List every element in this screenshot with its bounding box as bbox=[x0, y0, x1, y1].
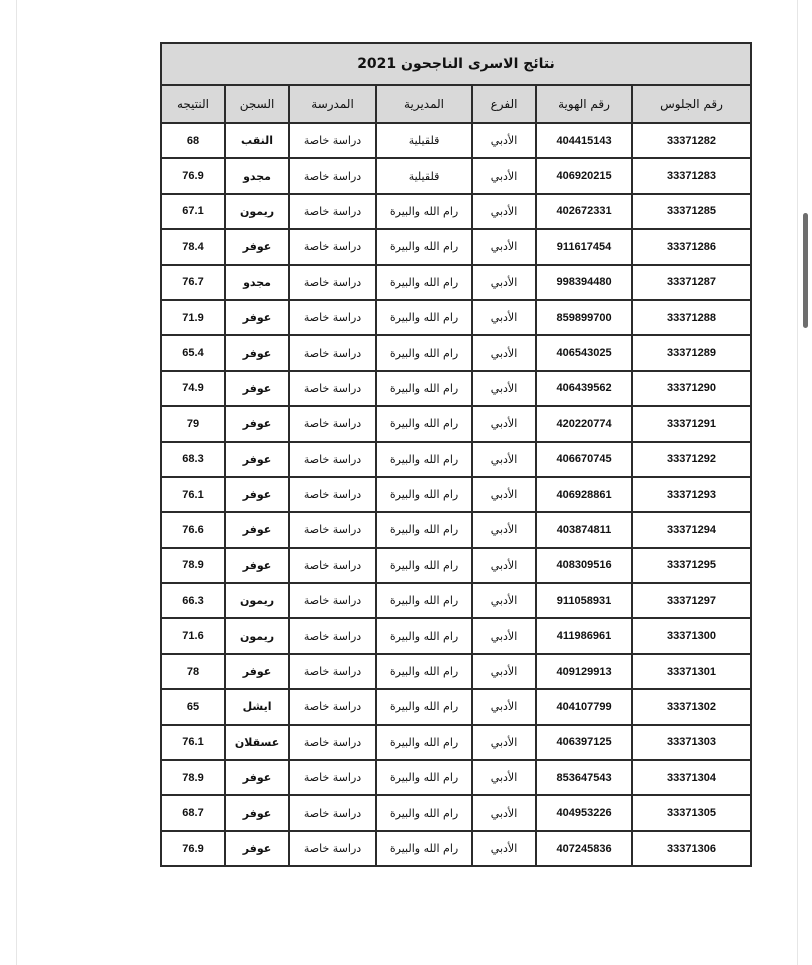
cell-school: دراسة خاصة bbox=[289, 795, 376, 830]
cell-result: 78 bbox=[161, 654, 225, 689]
cell-prison: عوفر bbox=[225, 795, 289, 830]
table-row bbox=[161, 583, 751, 618]
cell-seat-number: 33371286 bbox=[632, 229, 751, 264]
table-row bbox=[161, 442, 751, 477]
cell-seat-number: 33371304 bbox=[632, 760, 751, 795]
cell-result: 76.6 bbox=[161, 512, 225, 547]
cell-prison: عوفر bbox=[225, 229, 289, 264]
table-header-row bbox=[161, 85, 751, 123]
cell-seat-number: 33371292 bbox=[632, 442, 751, 477]
cell-directorate: رام الله والبيرة bbox=[376, 194, 472, 229]
cell-prison: عوفر bbox=[225, 512, 289, 547]
cell-id-number: 408309516 bbox=[536, 548, 632, 583]
cell-prison: عسقلان bbox=[225, 725, 289, 760]
cell-prison: عوفر bbox=[225, 442, 289, 477]
cell-directorate: رام الله والبيرة bbox=[376, 583, 472, 618]
table-row bbox=[161, 831, 751, 866]
cell-result: 79 bbox=[161, 406, 225, 441]
cell-branch: الأدبي bbox=[472, 725, 536, 760]
cell-id-number: 411986961 bbox=[536, 618, 632, 653]
cell-result: 78.9 bbox=[161, 548, 225, 583]
cell-branch: الأدبي bbox=[472, 123, 536, 158]
cell-id-number: 404415143 bbox=[536, 123, 632, 158]
table-row bbox=[161, 123, 751, 158]
cell-directorate: رام الله والبيرة bbox=[376, 265, 472, 300]
cell-directorate: رام الله والبيرة bbox=[376, 725, 472, 760]
cell-branch: الأدبي bbox=[472, 760, 536, 795]
cell-prison: ايشل bbox=[225, 689, 289, 724]
cell-id-number: 406920215 bbox=[536, 158, 632, 193]
cell-id-number: 998394480 bbox=[536, 265, 632, 300]
table-row bbox=[161, 406, 751, 441]
cell-seat-number: 33371297 bbox=[632, 583, 751, 618]
cell-seat-number: 33371291 bbox=[632, 406, 751, 441]
cell-school: دراسة خاصة bbox=[289, 618, 376, 653]
table-row bbox=[161, 265, 751, 300]
vertical-scrollbar[interactable] bbox=[803, 213, 808, 328]
cell-prison: عوفر bbox=[225, 371, 289, 406]
cell-school: دراسة خاصة bbox=[289, 477, 376, 512]
cell-branch: الأدبي bbox=[472, 371, 536, 406]
cell-id-number: 409129913 bbox=[536, 654, 632, 689]
header-seat-number: رقم الجلوس bbox=[632, 85, 751, 123]
cell-directorate: رام الله والبيرة bbox=[376, 335, 472, 370]
cell-seat-number: 33371301 bbox=[632, 654, 751, 689]
table-row bbox=[161, 512, 751, 547]
cell-result: 71.9 bbox=[161, 300, 225, 335]
cell-school: دراسة خاصة bbox=[289, 406, 376, 441]
cell-school: دراسة خاصة bbox=[289, 583, 376, 618]
cell-branch: الأدبي bbox=[472, 477, 536, 512]
cell-id-number: 406397125 bbox=[536, 725, 632, 760]
cell-prison: عوفر bbox=[225, 406, 289, 441]
cell-branch: الأدبي bbox=[472, 618, 536, 653]
cell-result: 78.4 bbox=[161, 229, 225, 264]
cell-prison: عوفر bbox=[225, 548, 289, 583]
cell-result: 76.9 bbox=[161, 158, 225, 193]
cell-seat-number: 33371288 bbox=[632, 300, 751, 335]
header-id-number: رقم الهوية bbox=[536, 85, 632, 123]
header-result: النتيجه bbox=[161, 85, 225, 123]
cell-seat-number: 33371306 bbox=[632, 831, 751, 866]
cell-result: 65.4 bbox=[161, 335, 225, 370]
cell-prison: عوفر bbox=[225, 300, 289, 335]
cell-id-number: 403874811 bbox=[536, 512, 632, 547]
cell-directorate: رام الله والبيرة bbox=[376, 229, 472, 264]
cell-branch: الأدبي bbox=[472, 442, 536, 477]
cell-directorate: رام الله والبيرة bbox=[376, 300, 472, 335]
cell-result: 65 bbox=[161, 689, 225, 724]
cell-school: دراسة خاصة bbox=[289, 371, 376, 406]
cell-directorate: رام الله والبيرة bbox=[376, 654, 472, 689]
cell-result: 76.7 bbox=[161, 265, 225, 300]
header-prison: السجن bbox=[225, 85, 289, 123]
cell-directorate: رام الله والبيرة bbox=[376, 512, 472, 547]
cell-branch: الأدبي bbox=[472, 831, 536, 866]
cell-directorate: رام الله والبيرة bbox=[376, 548, 472, 583]
cell-result: 76.9 bbox=[161, 831, 225, 866]
cell-seat-number: 33371305 bbox=[632, 795, 751, 830]
cell-branch: الأدبي bbox=[472, 548, 536, 583]
cell-school: دراسة خاصة bbox=[289, 831, 376, 866]
cell-result: 76.1 bbox=[161, 725, 225, 760]
table-row bbox=[161, 229, 751, 264]
cell-id-number: 402672331 bbox=[536, 194, 632, 229]
cell-id-number: 406670745 bbox=[536, 442, 632, 477]
cell-seat-number: 33371295 bbox=[632, 548, 751, 583]
cell-prison: عوفر bbox=[225, 654, 289, 689]
cell-seat-number: 33371289 bbox=[632, 335, 751, 370]
cell-seat-number: 33371293 bbox=[632, 477, 751, 512]
document-page bbox=[16, 0, 798, 965]
table-row bbox=[161, 618, 751, 653]
cell-branch: الأدبي bbox=[472, 795, 536, 830]
cell-id-number: 404107799 bbox=[536, 689, 632, 724]
cell-id-number: 407245836 bbox=[536, 831, 632, 866]
cell-branch: الأدبي bbox=[472, 265, 536, 300]
cell-school: دراسة خاصة bbox=[289, 689, 376, 724]
cell-school: دراسة خاصة bbox=[289, 512, 376, 547]
cell-result: 74.9 bbox=[161, 371, 225, 406]
cell-school: دراسة خاصة bbox=[289, 229, 376, 264]
cell-directorate: رام الله والبيرة bbox=[376, 689, 472, 724]
cell-id-number: 406543025 bbox=[536, 335, 632, 370]
table-row bbox=[161, 477, 751, 512]
cell-prison: النقب bbox=[225, 123, 289, 158]
cell-directorate: رام الله والبيرة bbox=[376, 795, 472, 830]
cell-result: 76.1 bbox=[161, 477, 225, 512]
cell-id-number: 911058931 bbox=[536, 583, 632, 618]
cell-branch: الأدبي bbox=[472, 406, 536, 441]
cell-id-number: 404953226 bbox=[536, 795, 632, 830]
cell-id-number: 406928861 bbox=[536, 477, 632, 512]
table-title: نتائج الاسرى الناجحون 2021 bbox=[161, 43, 751, 85]
cell-school: دراسة خاصة bbox=[289, 300, 376, 335]
table-row bbox=[161, 654, 751, 689]
cell-school: دراسة خاصة bbox=[289, 194, 376, 229]
header-school: المدرسة bbox=[289, 85, 376, 123]
table-row bbox=[161, 158, 751, 193]
cell-directorate: رام الله والبيرة bbox=[376, 618, 472, 653]
cell-directorate: رام الله والبيرة bbox=[376, 371, 472, 406]
table-row bbox=[161, 725, 751, 760]
cell-prison: مجدو bbox=[225, 265, 289, 300]
cell-school: دراسة خاصة bbox=[289, 158, 376, 193]
table-row bbox=[161, 795, 751, 830]
table-row bbox=[161, 548, 751, 583]
cell-prison: عوفر bbox=[225, 760, 289, 795]
cell-school: دراسة خاصة bbox=[289, 725, 376, 760]
cell-school: دراسة خاصة bbox=[289, 335, 376, 370]
table-row bbox=[161, 689, 751, 724]
cell-school: دراسة خاصة bbox=[289, 548, 376, 583]
cell-seat-number: 33371285 bbox=[632, 194, 751, 229]
table-row bbox=[161, 194, 751, 229]
cell-directorate: رام الله والبيرة bbox=[376, 477, 472, 512]
cell-prison: ريمون bbox=[225, 194, 289, 229]
cell-prison: ريمون bbox=[225, 618, 289, 653]
cell-seat-number: 33371294 bbox=[632, 512, 751, 547]
cell-branch: الأدبي bbox=[472, 583, 536, 618]
cell-prison: مجدو bbox=[225, 158, 289, 193]
cell-seat-number: 33371302 bbox=[632, 689, 751, 724]
cell-id-number: 406439562 bbox=[536, 371, 632, 406]
cell-branch: الأدبي bbox=[472, 229, 536, 264]
results-table bbox=[160, 42, 752, 867]
cell-school: دراسة خاصة bbox=[289, 265, 376, 300]
table-body bbox=[161, 123, 751, 866]
cell-id-number: 853647543 bbox=[536, 760, 632, 795]
cell-directorate: رام الله والبيرة bbox=[376, 406, 472, 441]
cell-branch: الأدبي bbox=[472, 335, 536, 370]
cell-seat-number: 33371290 bbox=[632, 371, 751, 406]
cell-result: 66.3 bbox=[161, 583, 225, 618]
cell-result: 68.7 bbox=[161, 795, 225, 830]
cell-prison: ريمون bbox=[225, 583, 289, 618]
cell-prison: عوفر bbox=[225, 335, 289, 370]
cell-branch: الأدبي bbox=[472, 689, 536, 724]
header-directorate: المديرية bbox=[376, 85, 472, 123]
table-title-row bbox=[161, 43, 751, 85]
cell-seat-number: 33371282 bbox=[632, 123, 751, 158]
cell-seat-number: 33371287 bbox=[632, 265, 751, 300]
header-branch: الفرع bbox=[472, 85, 536, 123]
cell-school: دراسة خاصة bbox=[289, 654, 376, 689]
cell-branch: الأدبي bbox=[472, 158, 536, 193]
cell-id-number: 420220774 bbox=[536, 406, 632, 441]
cell-prison: عوفر bbox=[225, 477, 289, 512]
cell-result: 68.3 bbox=[161, 442, 225, 477]
cell-result: 68 bbox=[161, 123, 225, 158]
cell-result: 71.6 bbox=[161, 618, 225, 653]
cell-prison: عوفر bbox=[225, 831, 289, 866]
cell-directorate: قلقيلية bbox=[376, 158, 472, 193]
cell-seat-number: 33371303 bbox=[632, 725, 751, 760]
table-row bbox=[161, 335, 751, 370]
table-row bbox=[161, 300, 751, 335]
cell-seat-number: 33371283 bbox=[632, 158, 751, 193]
cell-school: دراسة خاصة bbox=[289, 760, 376, 795]
cell-seat-number: 33371300 bbox=[632, 618, 751, 653]
cell-result: 67.1 bbox=[161, 194, 225, 229]
cell-directorate: رام الله والبيرة bbox=[376, 831, 472, 866]
cell-branch: الأدبي bbox=[472, 194, 536, 229]
cell-result: 78.9 bbox=[161, 760, 225, 795]
cell-school: دراسة خاصة bbox=[289, 123, 376, 158]
cell-directorate: رام الله والبيرة bbox=[376, 442, 472, 477]
cell-directorate: رام الله والبيرة bbox=[376, 760, 472, 795]
cell-school: دراسة خاصة bbox=[289, 442, 376, 477]
cell-id-number: 911617454 bbox=[536, 229, 632, 264]
cell-branch: الأدبي bbox=[472, 300, 536, 335]
cell-branch: الأدبي bbox=[472, 654, 536, 689]
cell-id-number: 859899700 bbox=[536, 300, 632, 335]
table-row bbox=[161, 371, 751, 406]
cell-directorate: قلقيلية bbox=[376, 123, 472, 158]
cell-branch: الأدبي bbox=[472, 512, 536, 547]
table-row bbox=[161, 760, 751, 795]
